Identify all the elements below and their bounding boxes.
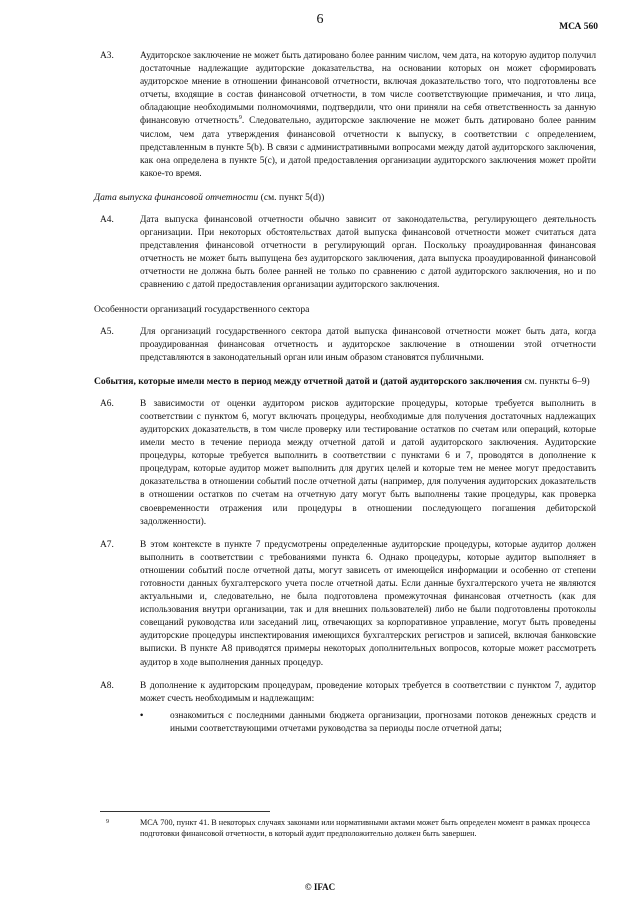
footnote: [100, 817, 596, 839]
heading-italic-part: Дата выпуска финансовой отчетности: [94, 191, 259, 203]
bullet-text: ознакомиться с последними данными бюджета организации, прогнозами потоков денежных средств и иными соответствующими отчетами руководства за периоды после отчетной даты;: [170, 710, 596, 734]
paragraph-text: Для организаций государственного сектора датой выпуска финансовой отчетности может быть дата, когда проаудированная финансовая отчетность и аудиторское заключение в отношении этой отчетности представляются в законодательный орган или иным образом становятся публичными.: [140, 326, 596, 363]
paragraph-text-continued: . Следовательно, аудиторское заключение не может быть датировано более ранним числом, чем дата утверждения финансовой отчетности к выпуску, в соответствии с определением, представленным в пункте 5(b). В связи с административными вопросами между датой аудиторского заключения, как она определена в пункте 5(c), и датой предоставления организации аудиторского заключения может пройти какое-то время.: [140, 116, 596, 179]
bullet-marker: •: [140, 710, 144, 721]
heading-plain-part: Особенности организаций государственного сектора: [94, 303, 310, 315]
copyright-notice: © IFAC: [304, 882, 336, 892]
paragraph-text: В дополнение к аудиторским процедурам, проведение которых требуется в соответствии с пунктом 7, аудитор может счесть необходимым и надлежащим:: [140, 680, 596, 704]
heading-plain-part: (см. пункт 5(d)): [258, 191, 325, 203]
heading-plain-part: см. пункты 6–9): [521, 375, 590, 387]
paragraph-id: A4.: [100, 214, 114, 225]
paragraph-a5: [100, 326, 596, 365]
footnote-reference: 9: [238, 115, 242, 122]
footnote-mark: 9: [106, 819, 109, 825]
page-body: [94, 50, 596, 736]
paragraph-a4: [100, 214, 596, 293]
footnote-divider: [100, 811, 270, 812]
paragraph-text: Дата выпуска финансовой отчетности обычно зависит от законодательства, регулирующего деятельность организации. При некоторых обстоятельствах датой выпуска финансовой отчетности может считаться дата представления финансовой отчетности в регулирующий орган. Поскольку проаудированная финансовая отчетность не может быть выпущена без аудиторского заключения, дата выпуска проаудированной финансовой отчетности не должна быть более ранней не только по сравнению с датой аудиторского заключения, но и по сравнению с датой предоставления организации аудиторского заключения.: [140, 214, 596, 291]
section-heading-subsequent-events: [94, 375, 596, 388]
section-heading-public-sector: [94, 303, 596, 316]
paragraph-a8: [100, 680, 596, 706]
section-heading-issue-date: [94, 191, 596, 204]
paragraph-id: A3.: [100, 51, 114, 61]
paragraph-text: Аудиторское заключение не может быть датировано более ранним числом, чем дата, на которую аудитор получил достаточные надлежащие аудиторские доказательства, на основании которых он может сформировать аудиторское мнение в отношении финансовой отчетности, включая доказательство того, что подготовлены все отчеты, входящие в состав финансовой отчетности, в том числе соответствующие примечания, и что лица, обладающие необходимыми полномочиями, подтвердили, что они приняли на себя ответственность за данную финансовую отчетность: [140, 51, 596, 127]
footnote-text: МСА 700, пункт 41. В некоторых случаях законами или нормативными актами может быть определен момент в рамках процесса подготовки финансовой отчетности, в который аудит предположительно должен быть завершен.: [140, 818, 591, 838]
paragraph-a3: [100, 50, 596, 181]
paragraph-a6: [100, 398, 596, 529]
paragraph-a7: [100, 539, 596, 670]
paragraph-id: A5.: [100, 326, 114, 337]
page-number: 6: [316, 12, 324, 27]
document-code: МСА 560: [559, 22, 598, 32]
paragraph-text: В зависимости от оценки аудитором рисков аудиторские процедуры, которые требуется выполнить в соответствии с пунктом 6, могут включать процедуры, необходимые для получения достаточных надлежащих аудиторских доказательств, в том числе проверку или тестирование остатков по счетам или операций, которые имели место в течение периода между отчетной датой и датой аудиторского заключения. Аудиторские процедуры, которые требуется выполнить в соответствии с пунктами 6 и 7, проводятся в дополнение к процедурам, которые аудитор может выполнить для других целей и которые тем не менее могут предоставить доказательства в отношении событий после отчетной даты (например, для получения аудиторских доказательств в отношении остатков по счетам на отчетную дату могут быть выполнены такие процедуры, как проверка своевременности отражения или процедуры в отношении последующего погашения дебиторской задолженности).: [140, 398, 596, 527]
paragraph-id: A7.: [100, 539, 114, 550]
heading-bold-part: События, которые имели место в период между отчетной датой и (датой аудиторского заключения: [94, 375, 522, 387]
paragraph-id: A8.: [100, 680, 114, 691]
bullet-item: [100, 710, 596, 736]
paragraph-id: A6.: [100, 398, 114, 409]
paragraph-text: В этом контексте в пункте 7 предусмотрены определенные аудиторские процедуры, которые аудитор должен выполнить в соответствии с требованиями пункта 6. Однако процедуры, которые аудитор выполняет в отношении событий после отчетной даты, могут зависеть от имеющейся информации и особенно от степени готовности данных бухгалтерского учета после отчетной даты. Если данные бухгалтерского учета не являются актуальными и, следовательно, не была подготовлена промежуточная финансовая отчетность (как для использования внутри организации, так и для внешних пользователей) либо не были подготовлены протоколы совещаний руководства или заседаний лиц, отвечающих за корпоративное управление, могут быть проведены аудиторские процедуры инспектирования имеющихся бухгалтерских регистров и записей, включая банковские выписки. В пункте А8 приводятся примеры некоторых дополнительных вопросов, которые может рассмотреть аудитор в ходе выполнения данных процедур.: [140, 539, 596, 668]
